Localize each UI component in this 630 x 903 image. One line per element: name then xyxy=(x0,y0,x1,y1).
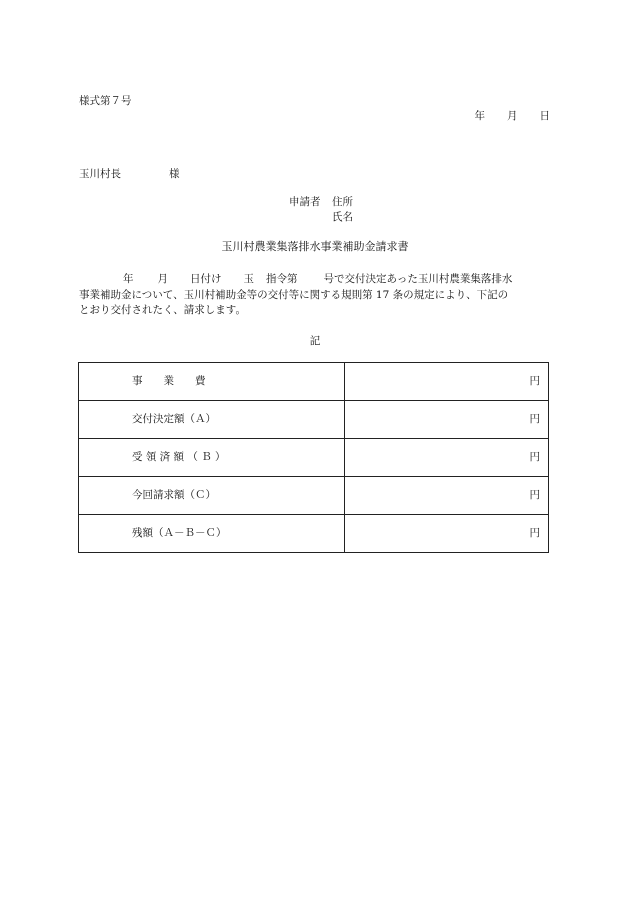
row-amount-unit: 円 xyxy=(345,477,549,515)
body-month: 月 xyxy=(157,273,168,285)
table-row xyxy=(79,439,549,477)
date-month: 月 xyxy=(507,110,518,122)
table-row xyxy=(79,515,549,553)
row-item-label: 事 業 費 xyxy=(79,363,345,401)
body-line-1 xyxy=(79,272,550,288)
form-number: 様式第７号 xyxy=(79,95,132,107)
body-line-2: 事業補助金について、玉川村補助金等の交付等に関する規則第 17 条の規定により、下記の xyxy=(79,288,509,301)
addressee-honorific: 様 xyxy=(169,168,180,180)
row-amount-unit: 円 xyxy=(345,401,549,439)
body-rest: 号で交付決定あった玉川村農業集落排水 xyxy=(323,273,513,285)
row-amount-unit: 円 xyxy=(345,363,549,401)
table-row xyxy=(79,363,549,401)
date-day: 日 xyxy=(539,110,550,122)
applicant-name-label: 氏名 xyxy=(332,210,353,223)
applicant-address-label: 住所 xyxy=(332,196,353,208)
row-amount-unit: 円 xyxy=(345,515,549,553)
row-item-label: 受 領 済 額 （ Ｂ ） xyxy=(79,439,345,477)
row-amount-unit: 円 xyxy=(345,439,549,477)
table-row xyxy=(79,477,549,515)
row-item-label: 交付決定額（Ａ） xyxy=(79,401,345,439)
date-line xyxy=(475,110,551,123)
body-line-3: とおり交付されたく、請求します。 xyxy=(79,304,246,316)
ki-heading: 記 xyxy=(309,335,321,347)
row-item-label: 残額（Ａ－Ｂ－Ｃ） xyxy=(79,515,345,553)
applicant-block xyxy=(289,196,353,223)
addressee xyxy=(79,168,180,181)
row-item-label: 今回請求額（Ｃ） xyxy=(79,477,345,515)
date-year: 年 xyxy=(474,110,485,122)
document-title: 玉川村農業集落排水事業補助金請求書 xyxy=(221,240,409,253)
table-row xyxy=(79,401,549,439)
body-paragraph xyxy=(79,272,550,319)
applicant-label: 申請者 xyxy=(289,196,321,208)
body-prefix: 玉 xyxy=(243,273,254,285)
amount-table xyxy=(78,362,549,553)
body-instruction: 指令第 xyxy=(266,273,298,285)
body-date-suffix: 日付け xyxy=(190,273,222,285)
body-year: 年 xyxy=(123,273,134,285)
addressee-name: 玉川村長 xyxy=(79,168,121,180)
